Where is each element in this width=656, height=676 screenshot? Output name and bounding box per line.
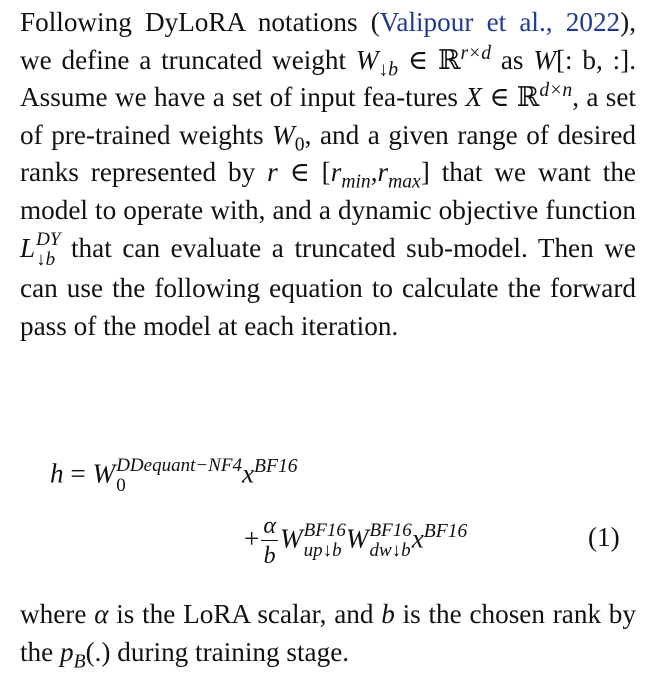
math-pB: $p_B(.)$ (60, 636, 111, 673)
math-rank-range: r ∈ $[r_{min},r_{max}]$ (267, 157, 430, 193)
math-W-truncated: $W_{↓b}$ ∈ ℝ$^{r\times d}$ (355, 42, 492, 81)
equation-W0-scripts: DDequant−NF4 0 (116, 455, 242, 496)
math-W-slice: W[: b, :] (533, 44, 630, 75)
equation-Wup-scripts: BF16 up↓b (303, 520, 346, 561)
equation-line-1: h = W DDequant−NF4 0 $x^{BF16}$ (50, 455, 298, 496)
equation-number: (1) (588, 522, 620, 552)
paragraph-dylora-definition: Following DyLoRA notations (Valipour et al., 2022), we define a truncated weight $W_{↓b}$ ∈ ℝ$^{r\times d}$ as W[: b, :]. Assume we have a set of input fea-tures X ∈ ℝ$^{d\times n}$, a set of pre-trained weights $W_0$, and a given range of desired ranks represented by r ∈ $[r_{min},r_{max}]$ that we want the model to operate with, and a dynamic objective function L DY ↓b that can evaluate a truncated sub-model. Then we can use the following equation to calculate the forward pass of the model at each iteration. (20, 7, 636, 341)
equation-fraction: $\frac{\alpha}{b}$ (263, 513, 276, 569)
math-L-dynamic: L DY ↓b (20, 229, 61, 271)
paragraph-alpha-description: where α is the LoRA scalar, and b is the chosen rank by the $p_B(.)$ during training stage. (20, 599, 636, 673)
math-X-features: X ∈ ℝ$^{d\times n}$ (465, 80, 573, 113)
equation-Wdw-scripts: BF16 dw↓b (369, 520, 412, 561)
citation-link-valipour[interactable]: Valipour et al., 2022 (379, 7, 621, 37)
math-W0: $W_0$ (272, 119, 305, 156)
equation-line-2: + $\frac{\alpha}{b}$ W BF16 up↓b W BF16 dw↓b $x^{BF16}$ (244, 513, 468, 569)
